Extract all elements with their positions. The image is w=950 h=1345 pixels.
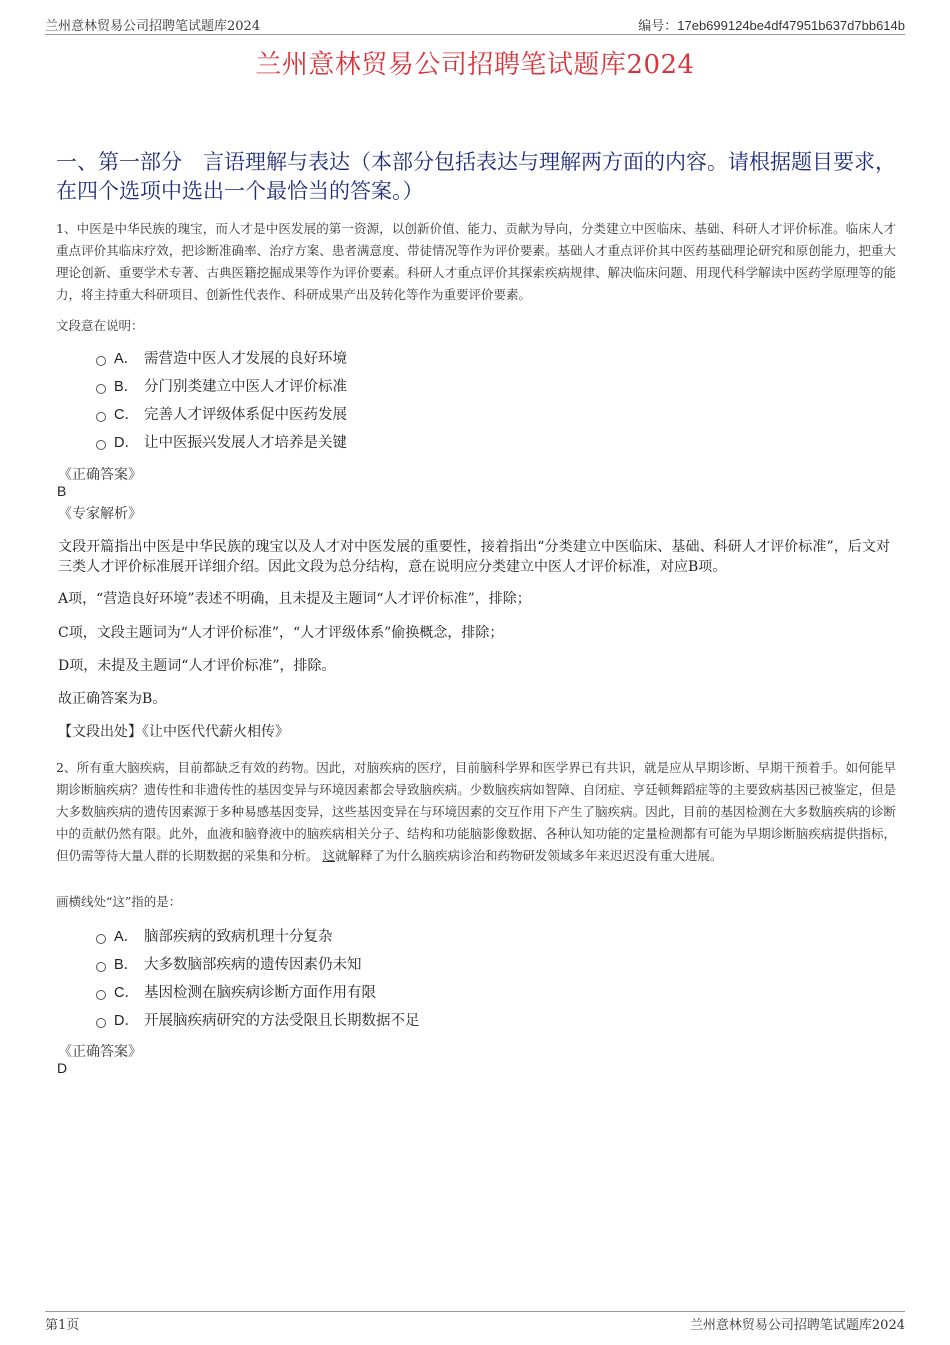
option-c[interactable]: C． 完善人才评级体系促中医药发展	[96, 401, 347, 429]
question-1-analysis-label: 《专家解析》	[58, 506, 142, 522]
analysis-paragraph: A项，“营造良好环境”表述不明确，且未提及主题词“人才评价标准”，排除；	[58, 591, 531, 607]
radio-icon[interactable]	[96, 440, 106, 450]
option-d[interactable]: D． 让中医振兴发展人才培养是关键	[96, 429, 347, 457]
header-code-value: 17eb699124be4df47951b637d7bb614b	[677, 18, 905, 33]
question-1-passage: 1、中医是中华民族的瑰宝，而人才是中医发展的第一资源，以创新价值、能力、贡献为导向，分类建立中医临床、基础、科研人才评价标准。临床人才重点评价其临床疗效，把诊断准确率、治疗方案、患者满意度、带徒情况等作为评价要素。基础人才重点评价其中医药基础理论研究和原创能力，把重大理论创新、重要学术专著、古典医籍挖掘成果等作为评价要素。科研人才重点评价其探索疾病规律、解决临床问题、用现代科学解读中医药学原理等的能力，将主持重大科研项目、创新性代表作、科研成果产出及转化等作为重要评价要素。	[56, 221, 896, 302]
question-2-options	[96, 923, 420, 1035]
radio-icon[interactable]	[96, 412, 106, 422]
radio-icon[interactable]	[96, 384, 106, 394]
question-2-answer-label: 《正确答案》	[58, 1044, 142, 1060]
analysis-paragraph: 文段开篇指出中医是中华民族的瑰宝以及人才对中医发展的重要性，接着指出“分类建立中医临床、基础、科研人才评价标准”，后文对三类人才评价标准展开详细介绍。因此文段为总分结构，意在说明应分类建立中医人才评价标准，对应B项。	[58, 539, 890, 575]
analysis-paragraph: C项，文段主题词为“人才评价标准”，“人才评级体系”偷换概念，排除；	[58, 625, 504, 641]
radio-icon[interactable]	[96, 1018, 106, 1028]
page-number: 第1页	[45, 1318, 80, 1333]
question-1-options	[96, 345, 347, 457]
radio-icon[interactable]	[96, 356, 106, 366]
document-title: 兰州意林贸易公司招聘笔试题库2024	[255, 50, 695, 80]
question-1-answer-label: 《正确答案》	[58, 467, 142, 483]
question-2-passage: 2、所有重大脑疾病，目前都缺乏有效的药物。因此，对脑疾病的医疗，目前脑科学界和医学界已有共识，就是应从早期诊断、早期干预着手。如何能早期诊断脑疾病？遗传性和非遗传性的基因变异与环境因素都会导致脑疾病。少数脑疾病如智障、自闭症、亨廷顿舞蹈症等的主要致病基因已被鉴定，但是大多数脑疾病的遗传因素源于多种易感基因变异，这些基因变异在与环境因素的交互作用下产生了脑疾病。因此，目前的基因检测在大多数脑疾病的诊断中的贡献仍然有限。此外，血液和脑脊液中的脑疾病相关分子、结构和功能脑影像数据、各种认知功能的定量检测都有可能为早期诊断脑疾病提供指标，但仍需等待大量人群的长期数据的采集和分析。 这就解释了为什么脑疾病诊治和药物研发领域多年来迟迟没有重大进展。	[56, 760, 896, 863]
header-code	[638, 15, 905, 34]
radio-icon[interactable]	[96, 990, 106, 1000]
option-c[interactable]: C． 基因检测在脑疾病诊断方面作用有限	[96, 979, 420, 1007]
radio-icon[interactable]	[96, 962, 106, 972]
option-b[interactable]: B． 分门别类建立中医人才评价标准	[96, 373, 347, 401]
analysis-paragraph: D项，未提及主题词“人才评价标准”，排除。	[58, 658, 336, 674]
header-title: 兰州意林贸易公司招聘笔试题库2024	[45, 19, 261, 34]
question-1-prompt: 文段意在说明：	[56, 318, 144, 333]
analysis-paragraph: 故正确答案为B。	[58, 691, 167, 707]
passage-source: 【文段出处】《让中医代代薪火相传》	[58, 724, 289, 740]
option-a[interactable]: A． 需营造中医人才发展的良好环境	[96, 345, 347, 373]
option-a[interactable]: A． 脑部疾病的致病机理十分复杂	[96, 923, 420, 951]
question-2-prompt: 画横线处“这”指的是：	[56, 894, 182, 909]
section-heading: 一、第一部分 言语理解与表达（本部分包括表达与理解两方面的内容。请根据题目要求，在四个选项中选出一个最恰当的答案。）	[56, 150, 896, 203]
page-header	[45, 14, 905, 35]
option-b[interactable]: B． 大多数脑部疾病的遗传因素仍未知	[96, 951, 420, 979]
underlined-word: 这	[322, 848, 336, 863]
question-2-answer: D	[57, 1060, 68, 1076]
question-1-answer: B	[57, 483, 67, 499]
option-d[interactable]: D． 开展脑疾病研究的方法受限且长期数据不足	[96, 1007, 420, 1035]
footer-title: 兰州意林贸易公司招聘笔试题库2024	[689, 1318, 905, 1333]
radio-icon[interactable]	[96, 934, 106, 944]
page-footer	[45, 1311, 905, 1333]
header-code-label: 编号：	[638, 19, 678, 34]
